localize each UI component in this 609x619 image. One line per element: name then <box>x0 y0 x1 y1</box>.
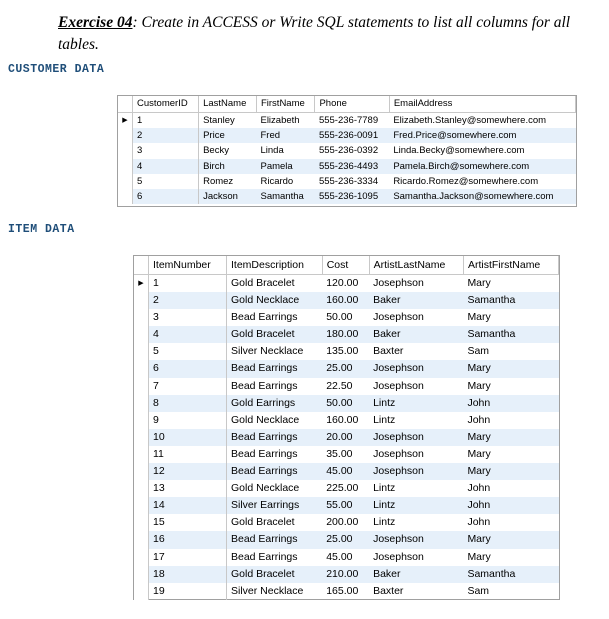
item-cell[interactable]: 210.00 <box>322 566 369 583</box>
customer-table-row[interactable] <box>118 143 576 158</box>
item-row-selector[interactable] <box>134 446 149 463</box>
item-cell[interactable]: 15 <box>149 514 227 531</box>
customer-column-header[interactable]: CustomerID <box>133 96 199 113</box>
item-cell[interactable]: Bead Earrings <box>230 447 298 460</box>
customer-row-selector[interactable] <box>118 174 133 189</box>
item-cell[interactable]: Josephson <box>369 360 463 377</box>
customer-table <box>118 96 576 204</box>
customer-cell[interactable]: 555-236-3334 <box>318 175 379 187</box>
item-cell[interactable]: 7 <box>149 378 227 395</box>
customer-cell[interactable]: Fred <box>256 128 314 143</box>
item-cell[interactable]: 50.00 <box>322 395 369 412</box>
item-row-selector[interactable] <box>134 429 149 446</box>
item-cell[interactable]: 13 <box>149 480 227 497</box>
item-table-row[interactable] <box>134 326 559 343</box>
customer-cell[interactable]: 6 <box>133 189 199 204</box>
item-table-row[interactable] <box>134 480 559 497</box>
item-row-selector[interactable] <box>134 531 149 548</box>
item-cell[interactable]: 11 <box>149 446 227 463</box>
item-cell[interactable]: 6 <box>149 360 227 377</box>
item-header-row <box>134 256 559 275</box>
customer-cell[interactable]: Linda.Becky@somewhere.com <box>393 145 525 157</box>
customer-cell[interactable]: Pamela.Birch@somewhere.com <box>389 159 575 174</box>
item-cell[interactable]: Baxter <box>373 584 404 597</box>
item-cell[interactable]: 14 <box>149 497 227 514</box>
item-cell[interactable]: John <box>463 497 558 514</box>
item-table-row[interactable] <box>134 360 559 377</box>
item-row-selector[interactable] <box>134 583 149 600</box>
item-cell[interactable]: 1 <box>149 275 227 293</box>
item-cell[interactable]: Josephson <box>373 311 424 324</box>
item-rows <box>134 275 559 600</box>
customer-table-row[interactable] <box>118 174 576 189</box>
customer-row-selector-header[interactable] <box>118 96 133 113</box>
item-cell[interactable]: 10 <box>149 429 227 446</box>
customer-header-row <box>118 96 576 113</box>
item-cell[interactable]: John <box>467 516 491 529</box>
item-row-selector[interactable] <box>134 480 149 497</box>
customer-cell[interactable]: Birch <box>199 159 257 174</box>
item-row-selector[interactable] <box>134 497 149 514</box>
item-table-row[interactable] <box>134 395 559 412</box>
item-table-row[interactable] <box>134 583 559 600</box>
item-cell[interactable]: Lintz <box>369 497 463 514</box>
play-triangle-icon: ▶ <box>122 117 128 124</box>
item-cell[interactable]: John <box>467 413 491 426</box>
item-table-row[interactable] <box>134 514 559 531</box>
customer-table-row[interactable] <box>118 159 576 174</box>
customer-cell[interactable]: 1 <box>133 113 199 129</box>
item-table-row[interactable] <box>134 497 559 514</box>
item-cell[interactable]: 8 <box>149 395 227 412</box>
item-cell[interactable]: Baxter <box>373 345 404 358</box>
customer-cell[interactable]: Ricardo <box>260 175 294 187</box>
item-cell[interactable]: Lintz <box>373 413 396 426</box>
customer-column-header[interactable]: EmailAddress <box>389 96 575 113</box>
item-column-header[interactable]: ItemDescription <box>226 256 322 275</box>
item-cell[interactable]: Mary <box>467 379 491 392</box>
item-row-selector[interactable] <box>134 309 149 326</box>
item-cell[interactable]: 225.00 <box>326 482 359 495</box>
item-row-selector[interactable] <box>134 378 149 395</box>
customer-row-selector[interactable] <box>118 189 133 204</box>
item-cell[interactable]: 17 <box>149 549 227 566</box>
item-cell[interactable]: Bead Earrings <box>226 463 322 480</box>
item-cell[interactable]: Sam <box>467 345 490 358</box>
item-table <box>134 256 559 600</box>
item-table-row[interactable] <box>134 549 559 566</box>
item-column-header[interactable]: ArtistLastName <box>369 256 463 275</box>
item-row-selector[interactable] <box>134 360 149 377</box>
item-cell[interactable]: Mary <box>463 463 558 480</box>
exercise-instruction <box>58 12 598 56</box>
customer-column-header[interactable]: FirstName <box>256 96 314 113</box>
item-row-selector[interactable] <box>134 463 149 480</box>
item-cell[interactable]: 165.00 <box>326 584 359 597</box>
item-cell[interactable]: 55.00 <box>322 497 369 514</box>
item-cell[interactable]: Gold Necklace <box>230 413 300 426</box>
item-cell[interactable]: Gold Earrings <box>226 395 322 412</box>
customer-cell[interactable]: Pamela <box>256 159 314 174</box>
item-cell[interactable]: Gold Bracelet <box>230 277 295 289</box>
item-cell[interactable]: Gold Bracelet <box>226 566 322 583</box>
item-cell[interactable]: 22.50 <box>326 379 353 392</box>
play-triangle-icon: ▶ <box>138 280 144 287</box>
item-column-header[interactable]: ItemNumber <box>149 256 227 275</box>
item-cell[interactable]: Mary <box>467 447 491 460</box>
item-cell[interactable]: Mary <box>467 311 491 324</box>
item-row-selector[interactable] <box>134 292 149 309</box>
customer-cell[interactable]: Samantha.Jackson@somewhere.com <box>389 189 575 204</box>
item-cell[interactable]: Mary <box>463 360 558 377</box>
item-cell[interactable]: Bead Earrings <box>226 531 322 548</box>
item-row-selector[interactable] <box>134 566 149 583</box>
item-row-selector[interactable] <box>134 326 149 343</box>
customer-cell[interactable]: 555-236-7789 <box>318 115 379 126</box>
customer-cell[interactable]: 555-236-4493 <box>315 159 389 174</box>
customer-cell[interactable]: 4 <box>133 159 199 174</box>
customer-cell[interactable]: 5 <box>133 174 199 189</box>
item-cell[interactable]: Baker <box>369 326 463 343</box>
item-cell[interactable]: Mary <box>463 429 558 446</box>
item-cell[interactable]: Bead Earrings <box>226 360 322 377</box>
item-cell[interactable]: Bead Earrings <box>226 429 322 446</box>
item-cell[interactable]: Josephson <box>373 277 424 289</box>
item-cell[interactable]: Baker <box>369 292 463 309</box>
item-row-selector[interactable] <box>134 514 149 531</box>
item-table-row[interactable] <box>134 412 559 429</box>
item-cell[interactable]: Silver Earrings <box>226 497 322 514</box>
customer-table-row[interactable] <box>118 128 576 143</box>
item-cell[interactable]: Lintz <box>373 516 396 529</box>
item-cell[interactable]: Mary <box>463 531 558 548</box>
customer-table-row[interactable] <box>118 113 576 129</box>
item-cell[interactable]: 120.00 <box>326 277 359 289</box>
customer-row-selector[interactable] <box>118 113 133 129</box>
item-row-selector[interactable] <box>134 395 149 412</box>
item-cell[interactable]: Gold Bracelet <box>226 326 322 343</box>
item-cell[interactable]: Bead Earrings <box>230 379 298 392</box>
item-cell[interactable]: 5 <box>149 343 227 360</box>
item-cell[interactable]: Sam <box>467 584 490 597</box>
item-cell[interactable]: 12 <box>149 463 227 480</box>
item-cell[interactable]: Bead Earrings <box>230 311 298 324</box>
item-cell[interactable]: Josephson <box>373 550 424 563</box>
exercise-text: : Create in ACCESS or Write SQL statements to list all columns for all tables. <box>58 14 571 53</box>
customer-cell[interactable]: Ricardo.Romez@somewhere.com <box>393 175 539 187</box>
customer-row-selector[interactable] <box>118 128 133 143</box>
customer-cell[interactable]: Elizabeth.Stanley@somewhere.com <box>393 115 547 126</box>
customer-cell[interactable]: Linda <box>260 145 284 157</box>
item-cell[interactable]: 25.00 <box>322 360 369 377</box>
customer-cell[interactable]: Fred.Price@somewhere.com <box>389 128 575 143</box>
item-cell[interactable]: Josephson <box>373 379 424 392</box>
item-table-row[interactable] <box>134 309 559 326</box>
item-cell[interactable]: 50.00 <box>326 311 353 324</box>
item-table-row[interactable] <box>134 531 559 548</box>
item-cell[interactable]: Gold Necklace <box>230 482 300 495</box>
customer-row-selector[interactable] <box>118 159 133 174</box>
item-cell[interactable]: 160.00 <box>326 413 359 426</box>
item-table-row[interactable] <box>134 292 559 309</box>
item-cell[interactable]: John <box>463 395 558 412</box>
item-cell[interactable]: 3 <box>149 309 227 326</box>
item-cell[interactable]: Mary <box>467 550 491 563</box>
item-cell[interactable]: Gold Bracelet <box>230 516 295 529</box>
item-cell[interactable]: 16 <box>149 531 227 548</box>
item-cell[interactable]: 9 <box>149 412 227 429</box>
item-cell[interactable]: Samantha <box>463 566 558 583</box>
item-cell[interactable]: 4 <box>149 326 227 343</box>
customer-cell[interactable]: 555-236-1095 <box>315 189 389 204</box>
customer-cell[interactable]: 2 <box>133 128 199 143</box>
customer-cell[interactable]: Romez <box>203 175 234 187</box>
item-table-row[interactable] <box>134 429 559 446</box>
item-cell[interactable]: Josephson <box>369 463 463 480</box>
item-table-row[interactable] <box>134 566 559 583</box>
customer-cell[interactable]: Stanley <box>203 115 235 126</box>
customer-cell[interactable]: Price <box>199 128 257 143</box>
customer-rows <box>118 113 576 205</box>
item-table-row[interactable] <box>134 343 559 360</box>
customer-cell[interactable]: 555-236-0392 <box>318 145 379 157</box>
item-table-row[interactable] <box>134 378 559 395</box>
customer-column-header[interactable]: Phone <box>315 96 389 113</box>
item-cell[interactable]: John <box>467 482 491 495</box>
item-table-row[interactable] <box>134 275 559 293</box>
item-cell[interactable]: Silver Necklace <box>230 584 304 597</box>
item-cell[interactable]: 45.00 <box>322 463 369 480</box>
item-cell[interactable]: 135.00 <box>326 345 359 358</box>
customer-cell[interactable]: Samantha <box>256 189 314 204</box>
customer-cell[interactable]: Jackson <box>199 189 257 204</box>
customer-row-selector[interactable] <box>118 143 133 158</box>
customer-data-label: CUSTOMER DATA <box>8 63 105 76</box>
customer-cell[interactable]: Becky <box>203 145 229 157</box>
item-row-selector[interactable] <box>134 412 149 429</box>
exercise-title: Exercise 04 <box>58 14 133 31</box>
item-cell[interactable]: Mary <box>467 277 491 289</box>
item-data-grid <box>133 255 560 600</box>
item-cell[interactable]: 35.00 <box>326 447 353 460</box>
item-cell[interactable]: 25.00 <box>322 531 369 548</box>
item-cell[interactable]: Josephson <box>369 531 463 548</box>
item-cell[interactable]: 2 <box>149 292 227 309</box>
item-data-label: ITEM DATA <box>8 223 75 236</box>
item-row-selector-header[interactable] <box>134 256 149 275</box>
item-row-selector[interactable] <box>134 549 149 566</box>
item-cell[interactable]: 19 <box>149 583 227 600</box>
item-cell[interactable]: Gold Necklace <box>226 292 322 309</box>
item-cell[interactable]: 160.00 <box>322 292 369 309</box>
item-cell[interactable]: Lintz <box>373 482 396 495</box>
item-column-header[interactable]: ArtistFirstName <box>463 256 558 275</box>
customer-cell[interactable]: Elizabeth <box>260 115 300 126</box>
item-cell[interactable]: Lintz <box>369 395 463 412</box>
item-cell[interactable]: Bead Earrings <box>230 550 298 563</box>
customer-cell[interactable]: 555-236-0091 <box>315 128 389 143</box>
customer-cell[interactable]: 3 <box>133 143 199 158</box>
item-cell[interactable]: 180.00 <box>322 326 369 343</box>
item-cell[interactable]: Josephson <box>369 429 463 446</box>
item-column-header[interactable]: Cost <box>322 256 369 275</box>
customer-table-row[interactable] <box>118 189 576 204</box>
item-cell[interactable]: 20.00 <box>322 429 369 446</box>
customer-column-header[interactable]: LastName <box>199 96 257 113</box>
item-table-row[interactable] <box>134 446 559 463</box>
item-cell[interactable]: 18 <box>149 566 227 583</box>
item-row-selector[interactable] <box>134 343 149 360</box>
item-cell[interactable]: Baker <box>369 566 463 583</box>
customer-data-grid <box>117 95 577 207</box>
item-table-row[interactable] <box>134 463 559 480</box>
item-cell[interactable]: Josephson <box>373 447 424 460</box>
item-row-selector[interactable] <box>134 275 149 293</box>
item-cell[interactable]: Silver Necklace <box>230 345 304 358</box>
item-cell[interactable]: Samantha <box>463 326 558 343</box>
item-cell[interactable]: 45.00 <box>326 550 353 563</box>
item-cell[interactable]: 200.00 <box>326 516 359 529</box>
item-cell[interactable]: Samantha <box>463 292 558 309</box>
